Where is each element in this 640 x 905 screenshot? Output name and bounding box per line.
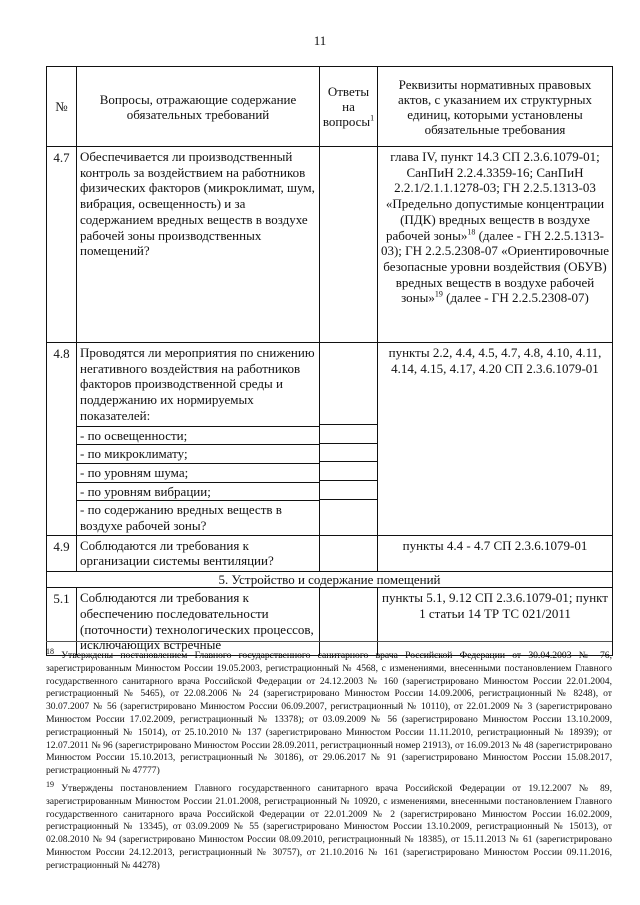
row-requisites: глава IV, пункт 14.3 СП 2.3.6.1079-01; СанПиН 2.2.4.3359-16; СанПиН 2.2.1/2.1.1.1278-03; ГН 2.2.5.1313-03 «Предельно допустимые концентрации (ПДК) вредных веществ в воздухе рабочей зоны»$^{18}$ (далее - ГН 2.2.5.1313-03); ГН 2.2.5.2308-07 «Ориентировочные безопасные уровни воздействия (ОБУВ) вредных веществ в воздухе рабочей зоны»$^{19}$ (далее - ГН 2.2.5.2308-07) (378, 147, 613, 343)
subitem-vibration: - по уровням вибрации; (77, 482, 319, 501)
table-header-row (47, 67, 613, 147)
header-number: № (47, 67, 77, 147)
answer-cell[interactable] (320, 147, 378, 343)
header-questions: Вопросы, отражающие содержание обязательных требований (77, 67, 320, 147)
answer-cell[interactable] (320, 499, 377, 533)
section-title: 5. Устройство и содержание помещений (47, 572, 613, 588)
row-number: 4.9 (47, 535, 77, 571)
subitem-harmful-substances: - по содержанию вредных веществ в воздухе рабочей зоны? (77, 500, 319, 534)
footnote-divider (46, 641, 612, 642)
subitem-lighting: - по освещенности; (77, 426, 319, 445)
row-number: 4.7 (47, 147, 77, 343)
footnote-19: $^{19}$ Утверждены постановлением Главного государственного санитарного врача Российской Федерации от 19.12.2007 № 89, зарегистрированным Минюстом России 21.01.2008, регистрационный № 10920, с изменениями, внесенными постановлением Главного государственного санитарного врача Российской Федерации от 22.01.2009 № 2 (зарегистрировано Минюстом России 16.02.2009, регистрационный № 13345), от 03.09.2009 № 55 (зарегистрировано Минюстом России 13.10.2009, регистрационный № 15013), от 02.08.2010 № 94 (зарегистрировано Минюстом России 08.09.2010, регистрационный № 18385), от 15.11.2013 № 61 (зарегистрировано Минюстом России 24.12.2013, регистрационный № 30757), от 21.10.2016 № 161 (зарегистрировано Минюстом России 09.11.2016, регистрационный № 44278) (46, 779, 612, 871)
footnote-18: $^{18}$ Утверждены постановлением Главного государственного санитарного врача Российской Федерации от 30.04.2003 № 76, зарегистрированным Минюстом России 19.05.2003, регистрационный № 4568, с изменениями, внесенными постановлением Главного государственного санитарного врача Российской Федерации от 24.12.2003 № 160 (зарегистрировано Минюстом России 22.01.2004, регистрационный № 5465), от 22.08.2006 № 24 (зарегистрировано Минюстом России 14.09.2006, регистрационный № 8248), от 30.07.2007 № 56 (зарегистрировано Минюстом России 06.09.2007, регистрационный № 10110), от 22.01.2009 № 3 (зарегистрировано Минюстом России 17.02.2009, регистрационный № 13378); от 03.09.2009 № 56 (зарегистрировано Минюстом России 13.10.2009, регистрационный № 15014), от 25.10.2010 № 137 (зарегистрировано Минюстом России 11.11.2010, регистрационный № 18939); от 12.07.2011 № 96 (зарегистрировано Минюстом России 28.09.2011, регистрационный номер 21913), от 16.09.2013 № 48 (зарегистрировано Минюстом России 15.10.2013, регистрационный № 30186), от 29.06.2017 № 91 (зарегистрировано Минюстом России 15.08.2017, регистрационный № 47777) (46, 646, 612, 777)
row-question-group (77, 343, 320, 536)
answer-cell[interactable] (320, 424, 377, 443)
row-question: Проводятся ли мероприятия по снижению негативного воздействия на работников факторов производственной среды и поддержанию их нормируемых показателей: (80, 345, 315, 423)
row-question: Обеспечивается ли производственный контроль за воздействием на работников физических факторов (микроклимат, шум, вибрация, освещенность) и за содержанием вредных веществ в воздухе рабочей зоны производственных помещений? (77, 147, 320, 343)
answer-cell[interactable] (320, 443, 377, 462)
row-number: 5.1 (47, 588, 77, 656)
table-row (47, 343, 613, 536)
page-number: 11 (313, 33, 327, 48)
subitem-microclimate: - по микроклимату; (77, 444, 319, 463)
requirements-table (46, 66, 613, 656)
table-row (47, 535, 613, 571)
answer-cell[interactable] (320, 461, 377, 480)
answer-cell[interactable] (320, 480, 377, 499)
row-requisites: пункты 4.4 - 4.7 СП 2.3.6.1079-01 (378, 535, 613, 571)
answer-cell[interactable] (320, 343, 377, 424)
answer-cell[interactable] (320, 588, 378, 656)
header-answers: Ответы на вопросы$^1$ (320, 67, 378, 147)
row-requisites: пункты 5.1, 9.12 СП 2.3.6.1079-01; пункт 1 статьи 14 ТР ТС 021/2011 (378, 588, 613, 656)
row-number: 4.8 (47, 343, 77, 536)
subitem-noise: - по уровням шума; (77, 463, 319, 482)
row-question: Соблюдаются ли требования к организации системы вентиляции? (77, 535, 320, 571)
table-row (47, 588, 613, 656)
row-question: Соблюдаются ли требования к обеспечению последовательности (поточности) технологических процессов, исключающих встречные (77, 588, 320, 656)
answer-cell[interactable] (320, 535, 378, 571)
header-requisites: Реквизиты нормативных правовых актов, с указанием их структурных единиц, которыми установлены обязательные требования (378, 67, 613, 147)
section-header-row (47, 572, 613, 588)
answer-cell-group (320, 343, 378, 536)
table-row (47, 147, 613, 343)
row-requisites: пункты 2.2, 4.4, 4.5, 4.7, 4.8, 4.10, 4.11, 4.14, 4.15, 4.17, 4.20 СП 2.3.6.1079-01 (378, 343, 613, 536)
